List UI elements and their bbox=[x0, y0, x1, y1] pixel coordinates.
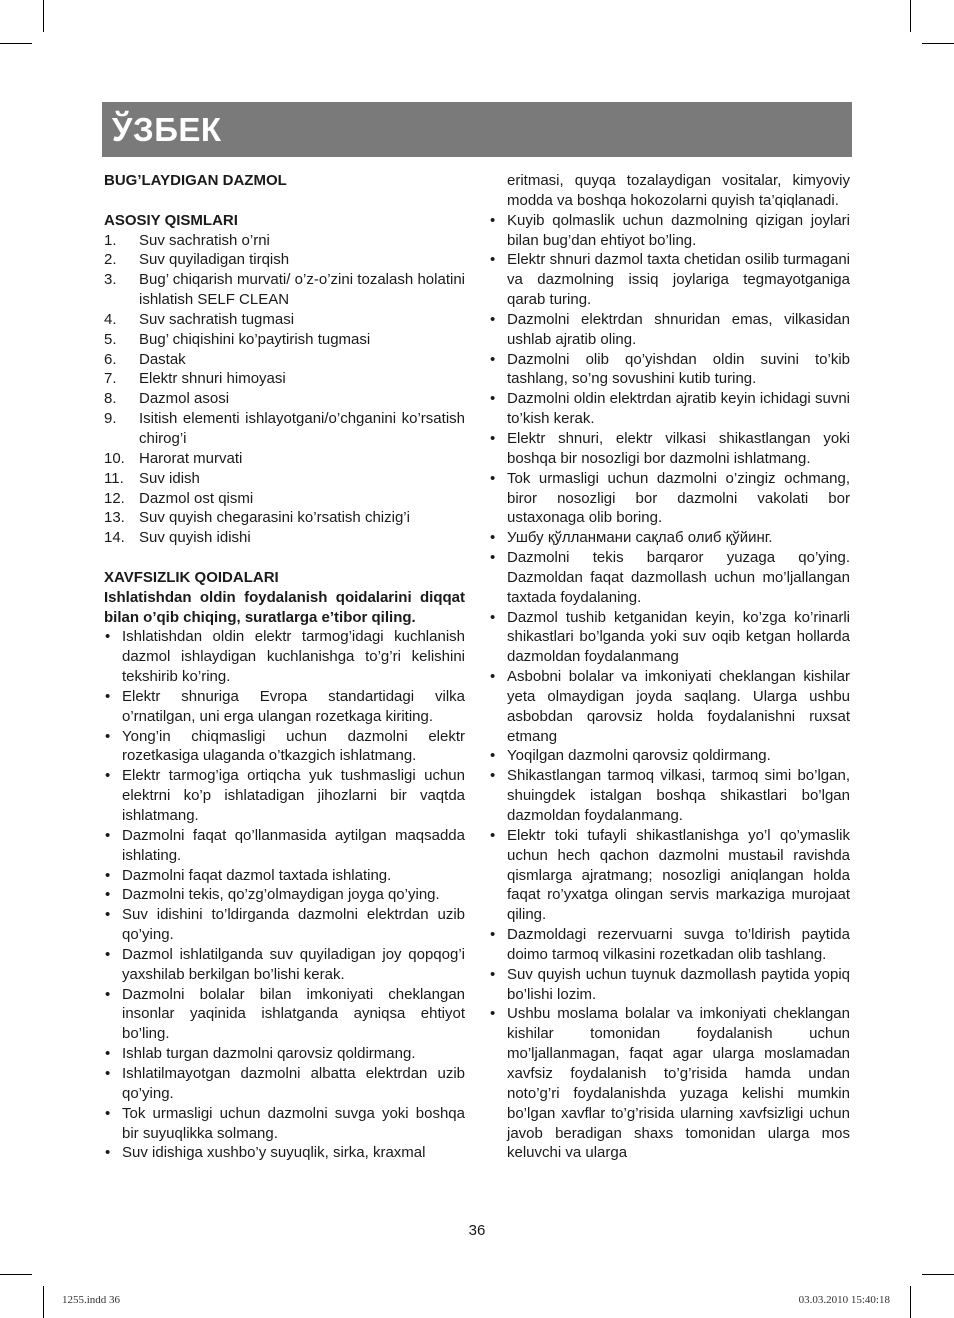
part-number: 3. bbox=[104, 271, 117, 289]
part-number: 1. bbox=[104, 231, 117, 249]
part-item bbox=[104, 369, 465, 389]
safety-rule-item bbox=[104, 1143, 465, 1163]
bullet-icon: • bbox=[490, 826, 496, 844]
part-label: Harorat murvati bbox=[139, 449, 243, 467]
safety-rule-item bbox=[104, 866, 465, 886]
safety-rule-text: Dazmolni faqat dazmol taxtada ishlating. bbox=[122, 866, 392, 884]
part-label: Bug’ chiqishini ko’paytirish tugmasi bbox=[139, 330, 371, 348]
safety-rule-text: Dazmolni elektrdan shnuridan emas, vilkasidan ushlab ajratib oling. bbox=[507, 310, 850, 348]
part-label: Dazmol ost qismi bbox=[139, 489, 254, 507]
part-number: 12. bbox=[104, 489, 125, 507]
part-label: Suv idish bbox=[139, 469, 200, 487]
safety-rule-item bbox=[104, 826, 465, 866]
part-item bbox=[104, 489, 465, 509]
safety-rule-item bbox=[489, 310, 850, 350]
bullet-icon: • bbox=[490, 469, 496, 487]
part-label: Suv sachratish tugmasi bbox=[139, 310, 295, 328]
bullet-icon: • bbox=[105, 1064, 111, 1082]
safety-rule-text: Asbobni bolalar va imkoniyati cheklangan kishilar yeta olmaydigan joyda saqlang. Ularga ushbu asbobdan qarovsiz holda foydalanishni ruxsat etmang bbox=[507, 668, 850, 745]
safety-rule-text: Ushbu moslama bolalar va imkoniyati cheklangan kishilar tomonidan foydalanish uchun mo’ljallanmagan, faqat agar ularga moslamadan xavfsiz foydalanish to’g’risida hamda undan noto’g’ri foydalanishda yuzaga kelishi mumkin bo’lgan xavflar to’g’risida ularning xavfsizligi uchun javob beradigan shaxs tomonidan ularga mos keluvchi va ularga bbox=[507, 1005, 850, 1162]
bullet-icon: • bbox=[490, 747, 496, 765]
safety-intro: Ishlatishdan oldin foydalanish qoidalarini diqqat bilan o’qib chiqing, suratlarga e’tibor qiling. bbox=[104, 588, 465, 626]
safety-rule-text: Dazmol ishlatilganda suv quyiladigan joy qopqog’i yaxshilab berkilgan bo’lishi kerak. bbox=[122, 945, 465, 983]
part-item bbox=[104, 270, 465, 310]
part-item bbox=[104, 250, 465, 270]
crop-mark bbox=[922, 43, 954, 44]
safety-rule-item bbox=[489, 925, 850, 965]
bullet-icon: • bbox=[105, 727, 111, 745]
safety-rule-item bbox=[489, 667, 850, 746]
safety-rule-item bbox=[104, 766, 465, 826]
safety-rule-item bbox=[489, 528, 850, 548]
bullet-icon: • bbox=[490, 310, 496, 328]
safety-rule-item bbox=[489, 250, 850, 310]
safety-rule-text: Suv idishiga xushbo’y suyuqlik, sirka, kraxmal bbox=[122, 1144, 426, 1162]
banner-title: ЎЗБЕК bbox=[112, 111, 222, 148]
part-number: 11. bbox=[104, 469, 124, 487]
bullet-icon: • bbox=[490, 211, 496, 229]
document-title: BUG’LAYDIGAN DAZMOL bbox=[104, 172, 287, 189]
bullet-icon: • bbox=[490, 350, 496, 368]
bullet-icon: • bbox=[490, 251, 496, 269]
safety-rule-item bbox=[489, 429, 850, 469]
safety-rule-item bbox=[104, 885, 465, 905]
part-label: Elektr shnuri himoyasi bbox=[139, 370, 286, 388]
safety-rule-text: Tok urmasligi uchun dazmolni o’zingiz ochmang, biror nosozligi bor dazmolni vakolati bor ustaxonaga olib boring. bbox=[507, 469, 850, 527]
safety-rule-text: Ishlatishdan oldin elektr tarmog’idagi kuchlanish dazmol ishlaydigan kuchlanishga to’g’ri kelishini tekshirib ko’ring. bbox=[122, 628, 465, 686]
part-label: Suv quyiladigan tirqish bbox=[139, 251, 290, 269]
safety-rule-item bbox=[104, 905, 465, 945]
part-number: 8. bbox=[104, 390, 117, 408]
safety-rule-item bbox=[489, 965, 850, 1005]
crop-mark bbox=[43, 0, 44, 32]
safety-rule-text: Dazmol tushib ketganidan keyin, ko’zga ko’rinarli shikastlari bo’lganda yoki suv oqib ketgan hollarda dazmoldan foydalanmang bbox=[507, 608, 850, 666]
part-item bbox=[104, 528, 465, 548]
part-number: 10. bbox=[104, 449, 125, 467]
bullet-icon: • bbox=[490, 549, 496, 567]
part-number: 5. bbox=[104, 330, 117, 348]
part-item bbox=[104, 508, 465, 528]
right-column bbox=[489, 171, 850, 1163]
part-item bbox=[104, 469, 465, 489]
page-number: 36 bbox=[468, 1222, 486, 1239]
safety-rule-text: Yoqilgan dazmolni qarovsiz qoldirmang. bbox=[507, 747, 771, 765]
part-label: Suv quyish chegarasini ko’rsatish chizig’i bbox=[139, 509, 410, 527]
part-number: 14. bbox=[104, 529, 125, 547]
safety-rule-text: Elektr shnuriga Evropa standartidagi vilka o’rnatilgan, uni erga ulangan rozetkaga kiriting. bbox=[122, 687, 465, 725]
safety-rule-text: Elektr tarmog’iga ortiqcha yuk tushmasligi uchun elektrni ko’p ishlatadigan jihozlarni bir vaqtda ishlatmang. bbox=[122, 767, 465, 824]
bullet-icon: • bbox=[105, 1045, 111, 1063]
safety-rule-text: Dazmolni tekis barqaror yuzaga qo’ying. Dazmoldan faqat dazmollash uchun mo’ljallangan taxtada foydalaning. bbox=[507, 549, 850, 606]
safety-rule-text: Elektr shnuri, elektr vilkasi shikastlangan yoki boshqa bir nosozligi bor dazmolni ishlatmang. bbox=[507, 429, 850, 467]
bullet-icon: • bbox=[490, 926, 496, 944]
part-label: Suv sachratish o’rni bbox=[139, 231, 270, 249]
safety-rule-item bbox=[489, 548, 850, 608]
safety-heading: XAVFSIZLIK QOIDALARI bbox=[104, 568, 279, 586]
bullet-icon: • bbox=[490, 767, 496, 785]
part-label: Dastak bbox=[139, 350, 186, 368]
safety-rule-text: Dazmolni oldin elektrdan ajratib keyin ichidagi suvni to’kish kerak. bbox=[507, 390, 850, 428]
rule-continuation: eritmasi, quyqa tozalaydigan vositalar, kimyoviy modda va boshqa hokozolarni quyish ta’qiqlanadi. bbox=[507, 172, 850, 209]
part-label: Dazmol asosi bbox=[139, 390, 230, 408]
safety-rule-text: Suv idishini to’ldirganda dazmolni elektrdan uzib qo’ying. bbox=[122, 906, 465, 944]
safety-rule-item bbox=[489, 1004, 850, 1163]
bullet-icon: • bbox=[490, 529, 496, 547]
bullet-icon: • bbox=[105, 985, 111, 1003]
safety-rule-item bbox=[104, 945, 465, 985]
safety-rule-text: Suv quyish uchun tuynuk dazmollash paytida yopiq bo’lishi lozim. bbox=[507, 965, 850, 1003]
safety-rule-item bbox=[104, 727, 465, 767]
safety-rule-text: Dazmolni faqat qo’llanmasida aytilgan maqsadda ishlating. bbox=[122, 826, 465, 864]
bullet-icon: • bbox=[105, 906, 111, 924]
safety-rule-item bbox=[489, 389, 850, 429]
footer-file: 1255.indd 36 bbox=[62, 1294, 121, 1306]
part-number: 4. bbox=[104, 310, 117, 328]
part-label: Isitish elementi ishlayotgani/o’chganini ko’rsatish chirog’i bbox=[139, 410, 465, 447]
part-number: 2. bbox=[104, 251, 117, 269]
bullet-icon: • bbox=[105, 1144, 111, 1162]
safety-rule-item bbox=[489, 608, 850, 668]
part-item bbox=[104, 330, 465, 350]
part-item bbox=[104, 449, 465, 469]
bullet-icon: • bbox=[105, 1104, 111, 1122]
bullet-icon: • bbox=[105, 687, 111, 705]
safety-rule-item bbox=[104, 687, 465, 727]
crop-mark bbox=[910, 1286, 911, 1318]
safety-rule-item bbox=[104, 1104, 465, 1144]
safety-rule-item bbox=[489, 826, 850, 925]
safety-rule-text: Kuyib qolmaslik uchun dazmolning qizigan joylari bilan bug’dan ehtiyot bo’ling. bbox=[507, 211, 850, 249]
part-number: 13. bbox=[104, 509, 125, 527]
safety-rule-text: Dazmoldagi rezervuarni suvga to’ldirish paytida doimo tarmoq vilkasini rozetkadan olib tashlang. bbox=[507, 926, 850, 963]
part-item bbox=[104, 409, 465, 449]
safety-rule-text: Dazmolni tekis, qo’zg’olmaydigan joyga qo’ying. bbox=[122, 886, 440, 904]
part-item bbox=[104, 231, 465, 251]
bullet-icon: • bbox=[490, 608, 496, 626]
parts-list bbox=[104, 231, 465, 549]
bullet-icon: • bbox=[490, 429, 496, 447]
safety-rule-item bbox=[489, 746, 850, 766]
safety-rule-text: Yong’in chiqmasligi uchun dazmolni elektr rozetkasiga ulaganda o’tkazgich ishlatmang. bbox=[122, 727, 465, 765]
bullet-icon: • bbox=[490, 1005, 496, 1023]
crop-mark bbox=[0, 1274, 32, 1275]
part-number: 9. bbox=[104, 410, 117, 428]
safety-rule-item bbox=[489, 766, 850, 826]
crop-mark bbox=[910, 0, 911, 32]
safety-rule-item bbox=[489, 469, 850, 529]
part-item bbox=[104, 389, 465, 409]
bullet-icon: • bbox=[490, 668, 496, 686]
safety-rule-text: Elektr shnuri dazmol taxta chetidan osilib turmagani va dazmolning issiq joylariga tegmayotganiga qarab turing. bbox=[507, 251, 850, 309]
safety-rule-text: Ушбу қўлланмани сақлаб олиб қўйинг. bbox=[507, 529, 773, 547]
safety-rule-item bbox=[489, 211, 850, 251]
safety-rule-item bbox=[489, 350, 850, 390]
safety-rules-list bbox=[104, 627, 465, 1163]
safety-rule-item bbox=[104, 627, 465, 687]
safety-rule-text: Ishlatilmayotgan dazmolni albatta elektrdan uzib qo’ying. bbox=[122, 1064, 465, 1102]
crop-mark bbox=[43, 1286, 44, 1318]
part-label: Bug’ chiqarish murvati/ o’z-o’zini tozalash holatini ishlatish SELF CLEAN bbox=[139, 271, 465, 309]
safety-rule-text: Elektr toki tufayli shikastlanishga yo’l qo’ymaslik uchun hech qachon dazmolni mustaьil ravishda qismlarga ajratmang; nosozligi aniqlangan holda faqat ro’yxatga olingan servis markaziga murojaat qiling. bbox=[507, 826, 850, 924]
bullet-icon: • bbox=[105, 945, 111, 963]
safety-rule-text: Dazmolni bolalar bilan imkoniyati cheklangan insonlar yaqinida ishlatganda ayniqsa ehtiyot bo’ling. bbox=[122, 985, 465, 1043]
bullet-icon: • bbox=[490, 965, 496, 983]
part-item bbox=[104, 350, 465, 370]
safety-rules-list-continued bbox=[489, 211, 850, 1164]
bullet-icon: • bbox=[105, 628, 111, 646]
bullet-icon: • bbox=[105, 886, 111, 904]
parts-heading: ASOSIY QISMLARI bbox=[104, 211, 238, 229]
safety-rule-text: Shikastlangan tarmoq vilkasi, tarmoq simi bo’lgan, shuingdek istalgan boshqa shikastlari bo’lgan dazmoldan foydalanmang. bbox=[507, 767, 850, 824]
crop-mark bbox=[922, 1274, 954, 1275]
bullet-icon: • bbox=[105, 767, 111, 785]
safety-rule-text: Tok urmasligi uchun dazmolni suvga yoki boshqa bir suyuqlikka solmang. bbox=[122, 1104, 465, 1142]
left-column bbox=[104, 171, 465, 1163]
bullet-icon: • bbox=[105, 866, 111, 884]
safety-rule-item bbox=[104, 1044, 465, 1064]
part-item bbox=[104, 310, 465, 330]
bullet-icon: • bbox=[105, 826, 111, 844]
bullet-icon: • bbox=[490, 390, 496, 408]
safety-rule-item bbox=[104, 1064, 465, 1104]
language-banner bbox=[102, 102, 852, 157]
safety-rule-text: Dazmolni olib qo’yishdan oldin suvini to’kib tashlang, so’ng sovushini kutib turing. bbox=[507, 350, 850, 388]
crop-mark bbox=[0, 43, 32, 44]
footer-timestamp: 03.03.2010 15:40:18 bbox=[798, 1294, 890, 1306]
safety-rule-item bbox=[104, 985, 465, 1045]
part-number: 6. bbox=[104, 350, 117, 368]
part-label: Suv quyish idishi bbox=[139, 529, 251, 547]
part-number: 7. bbox=[104, 370, 117, 388]
safety-rule-text: Ishlab turgan dazmolni qarovsiz qoldirmang. bbox=[122, 1045, 416, 1063]
